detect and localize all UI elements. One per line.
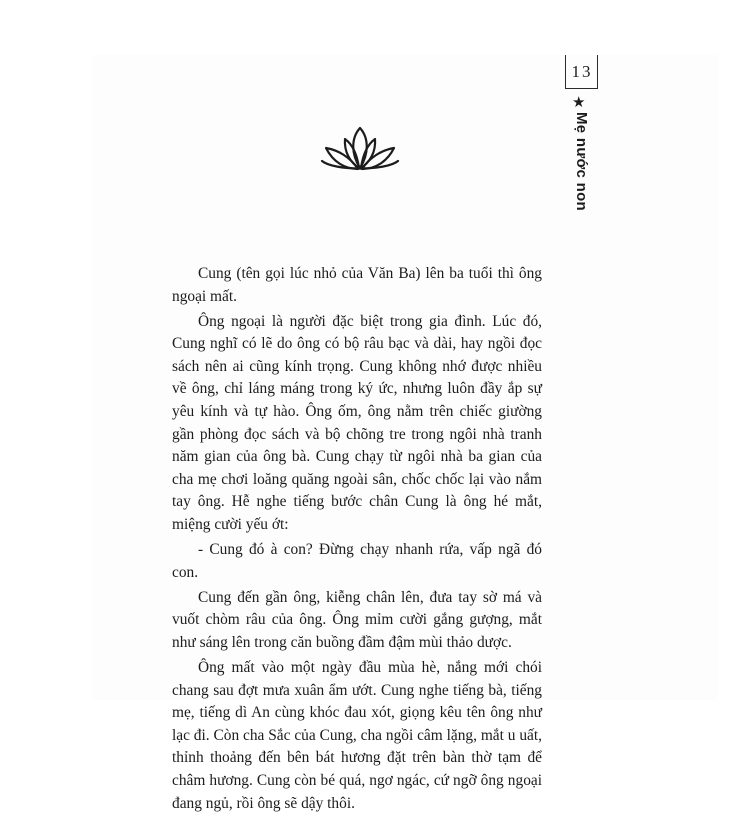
paragraph: Cung (tên gọi lúc nhỏ của Văn Ba) lên ba tuổi thì ông ngoại mất. (172, 265, 542, 305)
page-number: 13 (565, 55, 598, 89)
paragraph: Cung đến gần ông, kiễng chân lên, đưa tay sờ má và vuốt chòm râu của ông. Ông mỉm cười gắng gượng, mắt như sáng lên trong căn buồng đầm đậm mùi thảo dược. (172, 588, 542, 651)
header-rule (597, 55, 598, 89)
chapter-body (172, 263, 542, 818)
paragraph: Ông mất vào một ngày đầu mùa hè, nắng mới chói chang sau đợt mưa xuân ẩm ướt. Cung nghe tiếng bà, tiếng mẹ, tiếng dì An cùng khóc đau xót, giọng kêu tên ông như lạc đi. Còn cha Sắc của Cung, cha ngồi câm lặng, mắt u uất, thỉnh thoảng đến bên bát hương đặt trên bàn thờ tạm để châm hương. Cung còn bé quá, ngơ ngác, cứ ngỡ ông ngoại đang ngủ, rồi ông sẽ dậy thôi. (172, 659, 542, 812)
lotus-icon (318, 124, 402, 174)
running-title: Mẹ nước non (573, 112, 590, 211)
dialogue-line: - Cung đó à con? Đừng chạy nhanh rứa, vấp ngã đó con. (172, 541, 542, 581)
star-icon: ★ (572, 95, 586, 111)
paragraph: Ông ngoại là người đặc biệt trong gia đình. Lúc đó, Cung nghĩ có lẽ do ông có bộ râu bạc và dài, hay ngồi đọc sách nên ai cũng kính trọng. Cung không nhớ được nhiều về ông, chỉ láng máng trong ký ức, nhưng luôn đầy ắp sự yêu kính và tự hào. Ông ốm, ông nằm trên chiếc giường gần phòng đọc sách và bộ chõng tre trong ngôi nhà tranh năm gian của ông bà. Cung chạy từ ngôi nhà ba gian của cha mẹ chơi loăng quăng ngoài sân, chốc chốc lại vào nắm tay ông. Hễ nghe tiếng bước chân Cung là ông hé mắt, miệng cười yếu ớt: (172, 312, 542, 534)
